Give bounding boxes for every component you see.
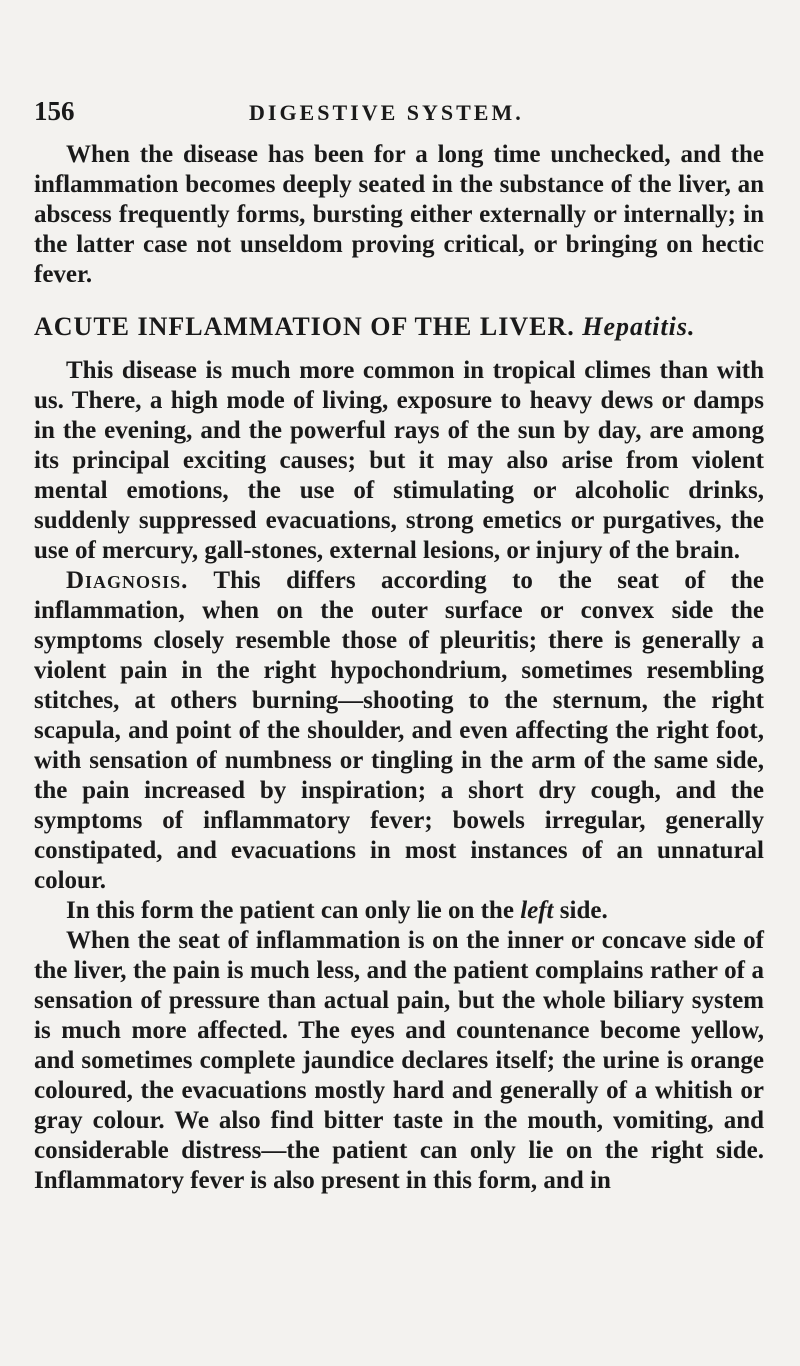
left-side-emphasis: left bbox=[520, 897, 554, 924]
section-heading-latin: Hepatitis. bbox=[582, 312, 696, 341]
left-side-text-after: side. bbox=[559, 897, 608, 924]
paragraph-causes: This disease is much more common in tropical climes than with us. There, a high mode of living, exposure to heavy dews or damps in the evening, and the powerful rays of the sun by day, are among its principal exciting causes; but it may also arise from violent mental emotions, the use of stimulating or alcoholic drinks, suddenly suppressed evacuations, strong emetics or purgatives, the use of mercury, gall-stones, external lesions, or injury of the brain. bbox=[34, 357, 764, 564]
page-number: 156 bbox=[34, 96, 75, 126]
body-text bbox=[34, 140, 764, 1196]
left-side-text-before: In this form the patient can only lie on the bbox=[66, 897, 514, 924]
diagnosis-label: Diagnosis. bbox=[66, 567, 189, 594]
paragraph-intro: When the disease has been for a long time unchecked, and the inflammation becomes deeply seated in the substance of the liver, an abscess frequently forms, bursting either externally or internally; in the latter case not unseldom proving critical, or bringing on hectic fever. bbox=[34, 141, 764, 288]
section-heading bbox=[34, 312, 764, 342]
diagnosis-text: This differs according to the seat of the inflammation, when on the outer surface or convex side the symptoms closely resemble those of pleuritis; there is generally a violent pain in the right hypochondrium, sometimes resembling stitches, at others burning—shooting to the sternum, the right scapula, and point of the shoulder, and even affecting the right foot, with sensation of numbness or tingling in the arm of the same side, the pain increased by inspiration; a short dry cough, and the symptoms of inflammatory fever; bowels irregular, generally constipated, and evacuations in most instances of an unnatural colour. bbox=[34, 567, 764, 894]
section-heading-title: ACUTE INFLAMMATION OF THE LIVER. bbox=[34, 312, 575, 341]
running-title: DIGESTIVE SYSTEM. bbox=[249, 100, 524, 125]
running-head bbox=[34, 96, 764, 126]
paragraph-concave-side: When the seat of inflammation is on the inner or concave side of the liver, the pain is much less, and the patient complains rather of a sensation of pressure than actual pain, but the whole biliary system is much more affected. The eyes and countenance become yellow, and sometimes complete jaundice declares itself; the urine is orange coloured, the evacuations mostly hard and generally of a whitish or gray colour. We also find bitter taste in the mouth, vomiting, and considerable distress—the patient can only lie on the right side. Inflammatory fever is also present in this form, and in bbox=[34, 927, 764, 1194]
paragraph-left-side bbox=[34, 896, 764, 926]
paragraph-diagnosis bbox=[34, 566, 764, 896]
